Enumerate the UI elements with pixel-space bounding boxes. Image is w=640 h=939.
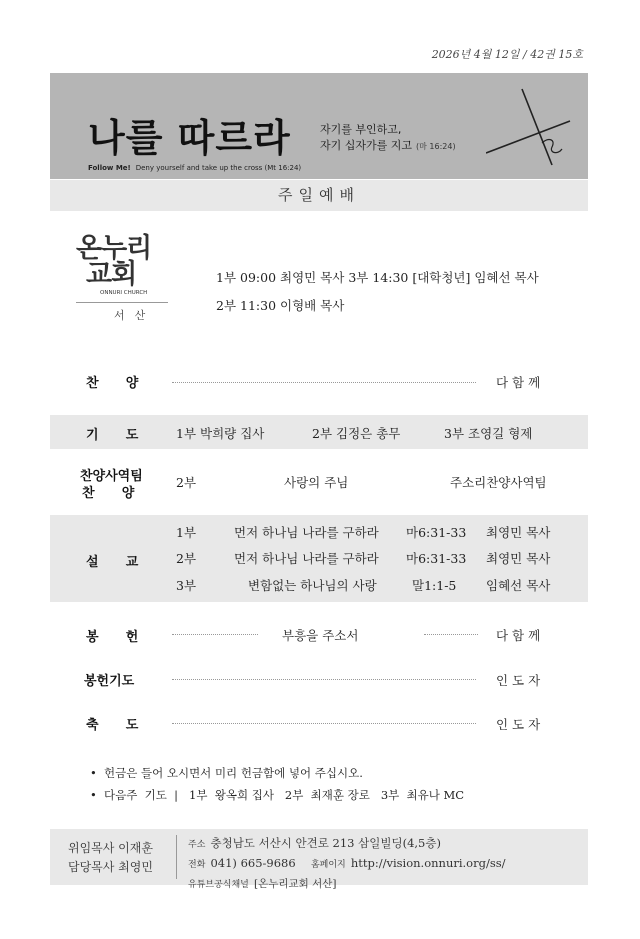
benediction-label: 축 도 — [86, 718, 139, 733]
phone-value: 041) 665-9686 — [210, 856, 296, 870]
logo-line2: 교회 — [86, 259, 137, 290]
footer-pastors — [68, 839, 153, 877]
youtube-label: 유튜브공식채널 — [188, 880, 249, 890]
note-next-week-text: 다음주 기도 | 1부 왕옥희 집사 2부 최재훈 장로 3부 최유나 MC — [104, 788, 465, 802]
choir-service: 2부 — [176, 475, 197, 490]
note-offering — [90, 765, 363, 781]
banner-english-text: Deny yourself and take up the cross (Mt 16:24) — [135, 164, 302, 172]
choir-song: 사랑의 주님 — [284, 475, 349, 490]
prayer-item-2: 2부 김정은 총무 — [312, 426, 401, 441]
sermon-preacher-3: 임혜선 목사 — [486, 578, 551, 593]
schedule-line1: 1부 09:00 최영민 목사 3부 14:30 [대학청년] 임혜선 목사 — [216, 270, 539, 285]
banner-subtitle-text: 자기 십자가를 지고 — [320, 139, 413, 152]
banner-english-bold: Follow Me! — [88, 164, 131, 172]
offering-prayer-dotted-leader — [172, 679, 476, 680]
logo-divider — [76, 302, 168, 303]
note-offering-text: 헌금은 들어 오시면서 미리 헌금함에 넣어 주십시오. — [104, 766, 363, 780]
footer-address-line — [188, 834, 506, 853]
choir-label-line1: 찬양사역팀 — [80, 469, 143, 484]
offering-dotted-leader-right — [424, 634, 478, 635]
praise-label: 찬 양 — [86, 376, 139, 391]
sermon-service-1: 1부 — [176, 525, 197, 540]
sermon-passage-2: 마6:31-33 — [406, 551, 467, 566]
schedule-line2: 2부 11:30 이형배 목사 — [216, 298, 345, 313]
bulletin-dateline: 2026년 4월 12일 / 42권 15호 — [431, 48, 583, 61]
offering-value: 다 함 께 — [496, 628, 541, 643]
note-next-week — [90, 787, 464, 803]
sermon-passage-3: 말1:1-5 — [412, 578, 457, 593]
section-title: 주일예배 — [50, 180, 588, 211]
banner-subtitle-line2 — [320, 137, 456, 153]
sermon-preacher-1: 최영민 목사 — [486, 525, 551, 540]
footer-contact — [188, 834, 506, 893]
benediction-dotted-leader — [172, 723, 476, 724]
banner-scripture-ref: (마 16:24) — [416, 142, 456, 151]
offering-song: 부흥을 주소서 — [282, 628, 359, 643]
sermon-title-3: 변함없는 하나님의 사랑 — [248, 578, 377, 593]
sermon-service-2: 2부 — [176, 551, 197, 566]
bullet-icon: • — [90, 788, 97, 802]
sermon-title-1: 먼저 하나님 나라를 구하라 — [234, 525, 379, 540]
offering-prayer-label: 봉헌기도 — [84, 674, 135, 689]
prayer-label: 기 도 — [86, 428, 139, 443]
senior-pastor: 위임목사 이재훈 — [68, 841, 153, 855]
logo-english: ONNURI CHURCH — [100, 290, 148, 296]
offering-dotted-leader-left — [172, 634, 258, 635]
footer-info — [50, 829, 588, 890]
logo-city: 서산 — [114, 309, 156, 322]
offering-label: 봉 헌 — [86, 630, 139, 645]
church-logo — [76, 233, 168, 323]
prayer-item-1: 1부 박희량 집사 — [176, 426, 265, 441]
offering-prayer-value: 인 도 자 — [496, 673, 541, 688]
choir-team: 주소리찬양사역팀 — [450, 475, 547, 490]
banner-english-line — [88, 164, 301, 172]
footer-phone-line — [188, 853, 506, 874]
title-banner — [50, 73, 588, 179]
choir-label-line2: 찬 양 — [82, 486, 135, 501]
banner-title: 나를 따르라 — [88, 116, 291, 160]
address-value: 충청남도 서산시 안견로 213 삼일빌딩(4,5층) — [210, 836, 441, 850]
sermon-service-3: 3부 — [176, 578, 197, 593]
homepage-link[interactable]: http://vision.onnuri.org/ss/ — [350, 856, 506, 870]
prayer-item-3: 3부 조영길 형제 — [444, 426, 533, 441]
address-label: 주소 — [188, 840, 206, 850]
sermon-passage-1: 마6:31-33 — [406, 525, 467, 540]
cross-icon — [486, 85, 576, 167]
sermon-label: 설 교 — [86, 555, 139, 570]
praise-dotted-leader — [172, 382, 476, 383]
praise-value: 다 함 께 — [496, 375, 541, 390]
banner-subtitle-line1: 자기를 부인하고, — [320, 123, 402, 136]
benediction-value: 인 도 자 — [496, 717, 541, 732]
homepage-label: 홈페이지 — [310, 860, 346, 870]
phone-label: 전화 — [188, 860, 206, 870]
sermon-title-2: 먼저 하나님 나라를 구하라 — [234, 551, 379, 566]
sermon-preacher-2: 최영민 목사 — [486, 551, 551, 566]
logo-line1: 온누리 — [76, 233, 152, 264]
campus-pastor: 담당목사 최영민 — [68, 860, 153, 874]
footer-divider — [176, 835, 177, 879]
bullet-icon: • — [90, 766, 97, 780]
youtube-channel[interactable]: [온누리교회 서산] — [253, 878, 337, 890]
footer-youtube-line — [188, 874, 506, 893]
